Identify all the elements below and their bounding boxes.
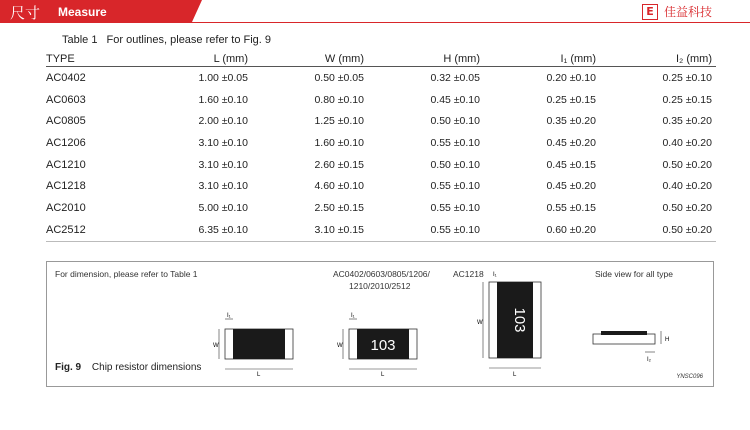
dim-w-label: W [337, 343, 343, 349]
table-cell: 3.10 ±0.10 [198, 158, 248, 171]
table-cell: 3.10 ±0.10 [198, 180, 248, 193]
figure-group-label-1: AC0402/0603/0805/1206/ [333, 269, 430, 279]
table-cell: 0.35 ±0.20 [546, 115, 596, 128]
table-cell: 0.55 ±0.10 [368, 219, 484, 241]
chip-marking-rotated: 103 [511, 307, 528, 333]
table-cell: 0.45 ±0.10 [430, 93, 480, 106]
table-cell: 1.60 ±0.10 [198, 93, 248, 106]
table-cell: 0.50 ±0.20 [662, 201, 712, 214]
dim-i1-label: I₁ [351, 313, 355, 319]
column-header: L (mm) [136, 51, 252, 67]
table-cell: AC0805 [46, 115, 86, 128]
figure-ref-note: For dimension, please refer to Table 1 [55, 269, 198, 279]
table-cell: 0.32 ±0.05 [430, 71, 480, 84]
table-cell: AC1218 [46, 180, 86, 193]
table-cell: 1.60 ±0.10 [314, 136, 364, 149]
dim-i2-label: I₂ [647, 357, 651, 363]
table-cell: 1.25 ±0.10 [314, 115, 364, 128]
table-cell: 0.55 ±0.10 [430, 136, 480, 149]
dim-l-label: L [257, 372, 261, 378]
column-header: I₂ (mm) [600, 51, 716, 67]
figure-ac1218-label: AC1218 [453, 269, 484, 279]
side-view-element [601, 331, 647, 335]
table-cell: 0.50 ±0.10 [430, 158, 480, 171]
brand [642, 3, 712, 20]
table-caption-text: For outlines, please refer to Fig. 9 [106, 34, 272, 46]
resistor-side-view [593, 331, 669, 363]
figure-side-view-label: Side view for all type [595, 269, 673, 279]
figure-code: YNSC096 [676, 374, 703, 380]
table-cell: 0.50 ±0.10 [430, 115, 480, 128]
table-label: Table 1 [62, 34, 98, 46]
side-view-body [593, 334, 655, 344]
column-header: TYPE [46, 51, 136, 67]
brand-logo-icon: E [642, 4, 658, 20]
table-cell: 2.00 ±0.10 [198, 115, 248, 128]
table-cell: 0.60 ±0.20 [484, 219, 600, 241]
table-row [46, 89, 716, 111]
figure-caption [55, 362, 201, 373]
table-cell: 0.40 ±0.20 [662, 136, 712, 149]
dim-w-label: W [213, 343, 219, 349]
figure-number: Fig. 9 [55, 362, 82, 373]
table-cell: 0.55 ±0.15 [546, 201, 596, 214]
table-cell: AC2512 [46, 219, 136, 241]
column-header: H (mm) [368, 51, 484, 67]
table-cell: 0.55 ±0.10 [430, 201, 480, 214]
table-cell: 5.00 ±0.10 [198, 201, 248, 214]
dim-i1-label: I₁ [493, 272, 497, 278]
resistor-ac1218 [477, 272, 541, 378]
brand-name: 佳益科技 [663, 5, 712, 19]
table-cell: 0.50 ±0.05 [314, 71, 364, 84]
table-cell: 0.40 ±0.20 [662, 180, 712, 193]
table-row [46, 67, 716, 89]
header-title-en: Measure [58, 5, 107, 19]
figure-group-label-2: 1210/2010/2512 [349, 281, 411, 291]
table-cell: 0.45 ±0.20 [546, 136, 596, 149]
figure-9 [46, 261, 714, 387]
table-cell: 0.25 ±0.15 [662, 93, 712, 106]
table-cell: 0.45 ±0.20 [546, 180, 596, 193]
header-bar [0, 0, 192, 22]
header-title-cn: 尺寸 [10, 4, 41, 22]
table-cell: 0.45 ±0.15 [546, 158, 596, 171]
resistor-element [233, 329, 285, 359]
table-cell: 3.10 ±0.10 [198, 136, 248, 149]
table-row [46, 219, 716, 241]
table-cell: AC0603 [46, 93, 86, 106]
table-cell: AC0402 [46, 71, 86, 84]
table-row [46, 110, 716, 132]
table-cell: 4.60 ±0.10 [314, 180, 364, 193]
table-cell: 0.80 ±0.10 [314, 93, 364, 106]
dim-l-label: L [381, 372, 385, 378]
table-cell: 0.25 ±0.10 [662, 71, 712, 84]
table-cell: 2.60 ±0.15 [314, 158, 364, 171]
table-cell: AC2010 [46, 201, 86, 214]
dim-i1-label: I₁ [227, 313, 231, 319]
table-cell: 0.20 ±0.10 [546, 71, 596, 84]
figure-title: Chip resistor dimensions [91, 362, 202, 373]
table-cell: AC1210 [46, 158, 86, 171]
table-cell: 0.55 ±0.10 [430, 180, 480, 193]
table-cell: AC1206 [46, 136, 86, 149]
column-header: W (mm) [252, 51, 368, 67]
table-row [46, 175, 716, 197]
dim-l-label: L [513, 372, 517, 378]
column-header: I₁ (mm) [484, 51, 600, 67]
table-caption [62, 34, 271, 46]
dim-w-label: W [477, 320, 483, 326]
table-cell: 2.50 ±0.15 [314, 201, 364, 214]
table-cell: 1.00 ±0.05 [198, 71, 248, 84]
dimension-table [46, 51, 716, 242]
table-cell: 0.50 ±0.20 [600, 219, 716, 241]
header-divider [0, 22, 750, 23]
resistor-top-view-plain [213, 313, 293, 378]
table-cell: 0.35 ±0.20 [662, 115, 712, 128]
resistor-top-view-marked [337, 313, 417, 378]
table-header-row [46, 51, 716, 67]
table-cell: 0.25 ±0.15 [546, 93, 596, 106]
table-cell: 0.50 ±0.20 [662, 158, 712, 171]
table-cell: 3.10 ±0.15 [252, 219, 368, 241]
table-row [46, 154, 716, 176]
table-row [46, 132, 716, 154]
dim-h-label: H [665, 337, 670, 343]
chip-marking: 103 [370, 337, 396, 354]
table-cell: 6.35 ±0.10 [136, 219, 252, 241]
table-row [46, 197, 716, 219]
